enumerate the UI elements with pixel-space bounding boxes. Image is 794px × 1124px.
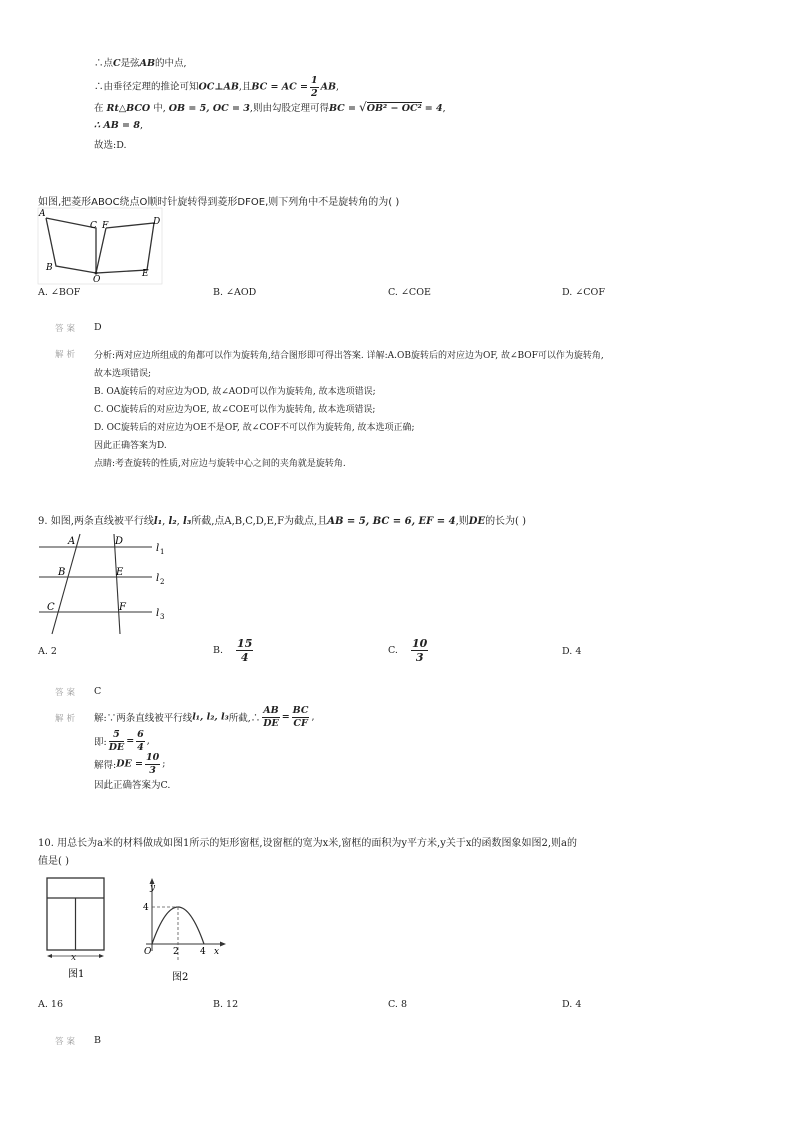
math: BC =: [328, 103, 356, 114]
fig-label-A: A: [39, 209, 46, 219]
fig-label-l1: l: [156, 543, 160, 554]
math: l₁, l₂, l₃: [192, 711, 229, 723]
text: ,: [311, 711, 315, 723]
solution-line-2: [94, 76, 339, 98]
q10-option-c[interactable]: C. 8: [388, 999, 408, 1010]
fig-label-E: E: [116, 567, 124, 578]
math: OC⊥AB: [198, 81, 239, 93]
fig2-origin: O: [144, 947, 152, 957]
q9-option-b[interactable]: [213, 638, 255, 663]
fig2-y-tick-4: 4: [143, 903, 149, 913]
fig-label-l2-sub: 2: [160, 578, 165, 586]
fig2-caption: 图2: [172, 972, 189, 983]
fig1-caption: 图1: [68, 969, 85, 980]
fig-label-B: B: [58, 567, 66, 578]
q9-number: 9.: [38, 516, 48, 527]
fig-label-C: C: [47, 602, 55, 613]
q10-figure-2-parabola: [142, 876, 232, 986]
text: 是弦: [120, 58, 140, 69]
q10-figure-1-window-frame: [44, 874, 108, 982]
q9-solution-line-3: [94, 753, 165, 775]
fig1-width-label: x: [71, 953, 77, 963]
q10-answer-label: 答案: [55, 1037, 79, 1047]
text: ,: [146, 735, 150, 747]
q8-answer: D: [94, 322, 102, 333]
text: 所截,点A,B,C,D,E,F为截点,且: [191, 516, 328, 527]
text: ,: [442, 103, 446, 114]
q9-option-a[interactable]: A. 2: [38, 646, 57, 657]
math: =: [281, 711, 290, 723]
q8-rhombus-figure: [36, 206, 164, 286]
text: ∴由垂径定理的推论可知: [94, 81, 199, 93]
q10-text-line-2: 值是( ): [38, 856, 69, 867]
text: 解得:: [94, 760, 117, 771]
fig-label-l1-sub: 1: [160, 548, 165, 556]
math: = 4: [424, 103, 443, 114]
math: OB² − OC²: [366, 103, 422, 114]
q8-analysis-line: B. OA旋转后的对应边为OD, 故∠AOD可以作为旋转角, 故本选项错误;: [94, 387, 376, 397]
math: =: [126, 735, 135, 747]
text: ;: [162, 758, 166, 770]
q9-answer: C: [94, 686, 102, 697]
text: 在: [94, 103, 104, 114]
text: 如图,两条直线被平行线: [50, 516, 154, 527]
text: ,: [139, 120, 143, 131]
text: 即:: [94, 737, 107, 748]
fig-label-C: C: [90, 221, 97, 231]
fraction: $\frac{BC}{CF}$: [292, 705, 309, 729]
fraction: $\frac{15}{4}$: [237, 637, 253, 664]
q8-analysis-line: 因此正确答案为D.: [94, 441, 167, 451]
fig-label-l2: l: [156, 573, 160, 584]
math: l₁: [153, 516, 163, 527]
q8-option-c[interactable]: C. ∠COE: [388, 287, 431, 298]
fig-label-D: D: [153, 217, 161, 227]
fraction: $\frac{AB}{DE}$: [263, 705, 279, 729]
math: OB = 5, OC = 3: [168, 103, 250, 114]
text: ,则由勾股定理可得: [249, 103, 329, 114]
math: Rt△BCO: [106, 103, 151, 114]
solution-line-1: [94, 55, 187, 69]
fraction: $\frac{1}{2}$: [310, 75, 318, 99]
q8-text: 如图,把菱形ABOC绕点O顺时针旋转得到菱形DFOE,则下列角中不是旋转角的为( ): [38, 197, 400, 208]
q9-option-d[interactable]: D. 4: [562, 646, 582, 657]
math: l₂: [168, 516, 177, 527]
text: ,: [335, 81, 340, 93]
fig-label-B: B: [46, 263, 53, 273]
fig-label-D: D: [115, 536, 124, 547]
math: DE =: [116, 758, 143, 770]
fraction: $\frac{10}{3}$: [145, 752, 160, 776]
fig-label-F: F: [102, 221, 109, 231]
q10-answer: B: [94, 1035, 101, 1046]
q8-analysis-line: 点睛:考查旋转的性质,对应边与旋转中心之间的夹角就是旋转角.: [94, 459, 346, 469]
math: C: [113, 58, 121, 69]
fig2-x-tick-2: 2: [173, 947, 179, 957]
q8-option-b[interactable]: B. ∠AOD: [213, 287, 257, 298]
math: AB = 5, BC = 6, EF = 4: [327, 516, 456, 527]
sqrt-sign: √: [359, 100, 367, 114]
text: 解:∵两条直线被平行线: [94, 713, 193, 724]
q9-answer-label: 答案: [55, 688, 79, 698]
q10-option-a[interactable]: A. 16: [38, 999, 63, 1010]
fraction: $\frac{10}{3}$: [411, 637, 428, 664]
text: 所截,∴: [228, 713, 261, 724]
solution-line-4: [94, 120, 143, 131]
fig2-x-label: x: [214, 947, 220, 957]
math: ∴ AB = 8: [94, 120, 140, 131]
text: ,则: [455, 516, 469, 527]
fig-label-O: O: [93, 275, 101, 285]
q9-text: 9. 如图,两条直线被平行线l₁, l₂, l₃所截,点A,B,C,D,E,F为截点,且AB = 5, BC = 6, EF = 4,则DE的长为( ): [38, 516, 527, 527]
fig2-x-tick-4: 4: [200, 947, 206, 957]
q10-text-line-1: 10. 用总长为a米的材料做成如图1所示的矩形窗框,设窗框的宽为x米,窗框的面积为y平方米,y关于x的函数图象如图2,则a的: [38, 838, 578, 849]
fraction: $\frac{5}{DE}$: [108, 729, 125, 753]
fraction: $\frac{6}{4}$: [137, 729, 144, 753]
q9-analysis-label: 解析: [55, 714, 79, 724]
q10-option-b[interactable]: B. 12: [213, 999, 239, 1010]
math: DE: [468, 516, 486, 527]
option-label: B.: [213, 645, 224, 656]
q8-analysis-label: 解析: [55, 350, 79, 360]
q9-option-c[interactable]: [388, 638, 430, 663]
math: l₃: [183, 516, 192, 527]
text: ,且: [238, 81, 252, 93]
fig-label-A: A: [68, 536, 76, 547]
q9-solution-line-4: 因此正确答案为C.: [94, 780, 171, 791]
solution-line-5: 故选:D.: [94, 140, 127, 151]
option-label: C.: [388, 645, 398, 656]
solution-line-3: [94, 100, 446, 114]
q8-answer-label: 答案: [55, 324, 79, 334]
math: BC = AC =: [251, 81, 308, 93]
fig-label-F: F: [119, 602, 126, 613]
text: 的长为( ): [485, 516, 527, 527]
q8-analysis-line: 分析:两对应边所组成的角都可以作为旋转角,结合图形即可得出答案. 详解:A.OB旋转后的对应边为OF, 故∠BOF可以作为旋转角,: [94, 351, 604, 361]
text: ∴点: [94, 58, 114, 69]
fig-label-E: E: [142, 269, 149, 279]
fig-label-l3: l: [156, 608, 160, 619]
q8-analysis-line: D. OC旋转后的对应边为OE不是OF, 故∠COF不可以作为旋转角, 故本选项正确;: [94, 423, 415, 433]
q9-solution-line-1: [94, 706, 314, 728]
q9-solution-line-2: [94, 730, 150, 752]
q9-parallel-lines-figure: [36, 532, 176, 638]
q8-option-d[interactable]: D. ∠COF: [562, 287, 605, 298]
text: 的中点,: [155, 58, 187, 69]
fig-label-l3-sub: 3: [160, 613, 165, 621]
q8-analysis-line: 故本选项错误;: [94, 369, 152, 379]
q10-option-d[interactable]: D. 4: [562, 999, 582, 1010]
fig2-y-label: y: [150, 883, 156, 893]
text: 中,: [153, 103, 166, 114]
q8-analysis-line: C. OC旋转后的对应边为OE, 故∠COE可以作为旋转角, 故本选项错误;: [94, 405, 376, 415]
math: AB: [139, 58, 155, 69]
math: AB: [320, 81, 336, 93]
q8-option-a[interactable]: A. ∠BOF: [38, 287, 81, 298]
